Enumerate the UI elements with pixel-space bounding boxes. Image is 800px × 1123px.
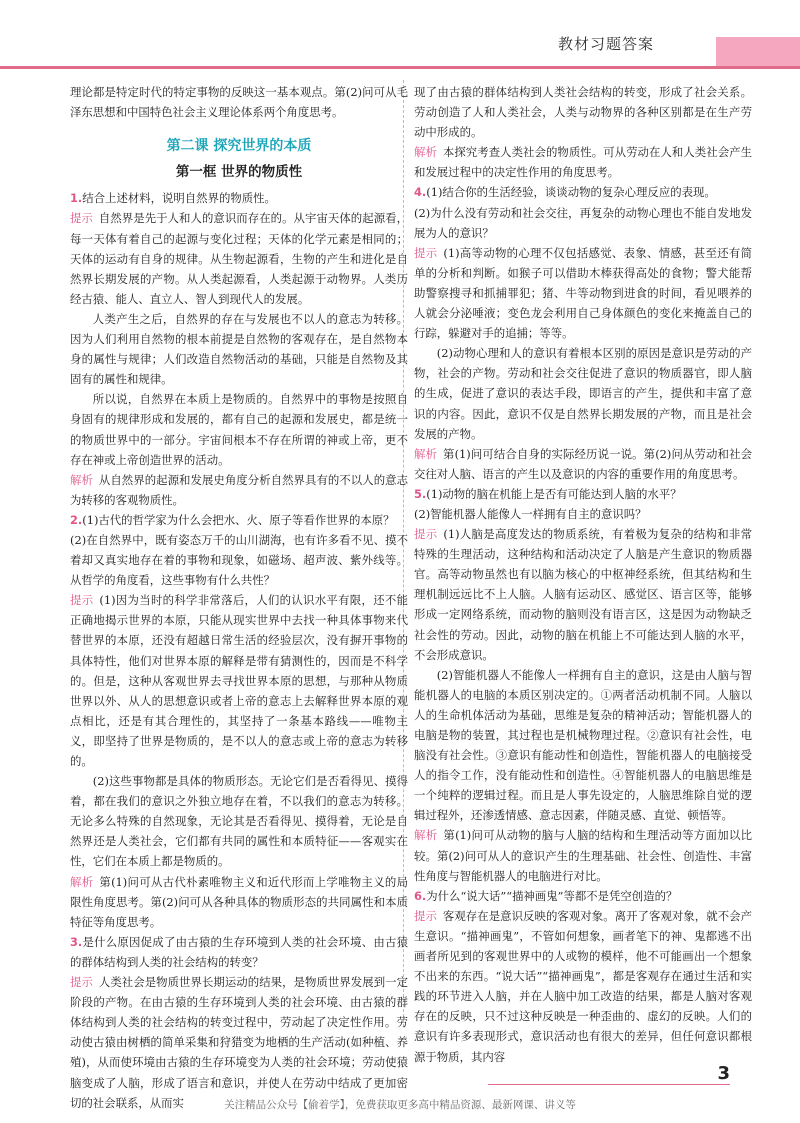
page-number-rule bbox=[488, 1084, 730, 1085]
page-number: 3 bbox=[717, 1063, 730, 1084]
analysis-label: 解析 bbox=[414, 828, 438, 843]
question-3 bbox=[70, 932, 408, 1113]
question-number: 3. bbox=[70, 934, 83, 949]
section-title: 第一框 世界的物质性 bbox=[175, 164, 303, 181]
right-column bbox=[414, 82, 752, 1067]
question-text: (2)在自然界中，既有姿态万千的山川湖海，也有许多看不见、摸不着却又真实地存在着的事物和现象，如磁场、超声波、紫外线等。从哲学的角度看，这些事物有什么共性？ bbox=[70, 532, 408, 588]
answer-paragraph: (1)人脑是高度发达的物质系统，有着极为复杂的结构和非常特殊的生理活动，这种结构和活动决定了人脑是产生意识的物质器官。高等动物虽然也有以脑为核心的中枢神经系统，但其结构和生理机制远远比不上人脑。人脑有运动区、感觉区、语言区等，能够形成一定网络系统，而动物的脑则没有语言区，这是因为动物缺乏社会性的劳动。因此，动物的脑在机能上不可能达到人脑的水平，不会形成意识。 bbox=[414, 527, 752, 662]
question-number: 2. bbox=[70, 512, 83, 527]
answer-paragraph: (1)因为当时的科学非常落后，人们的认识水平有限，还不能正确地揭示世界的本原，只能从现实世界中去找一种具体事物来代替世界的本原，还没有超越日常生活的经验层次，没有摒开事物的具体特性，他们对世界本原的解释是带有猜测性的，因而是不科学的。但是，这种从客观世界去寻找世界本原的思想，与那种从物质世界以外、从人的思想意识或者上帝的意志上去解释世界本原的观点相比，还是有其合理性的，其坚持了一条基本路线——唯物主义，即坚持了世界是物质的，是不以人的意志或上帝的意志为转移的。 bbox=[70, 593, 408, 768]
question-text: (2)智能机器人能像人一样拥有自主的意识吗？ bbox=[414, 506, 647, 521]
question-5 bbox=[414, 484, 752, 886]
question-text: 是什么原因促成了由古猿的生存环境到人类的社会环境、由古猿的群体结构到人类的社会结构的转变？ bbox=[70, 934, 408, 969]
question-number: 1. bbox=[70, 191, 83, 206]
question-1 bbox=[70, 188, 408, 510]
question-number: 5. bbox=[414, 486, 427, 501]
question-text: (1)动物的脑在机能上是否有可能达到人脑的水平？ bbox=[426, 486, 682, 501]
answer-paragraph: (2)这些事物都是具体的物质形态。无论它们是否看得见、摸得着，都在我们的意识之外独立地存在着，不以我们的意志为转移。无论多么特殊的自然现象，无论其是否看得见、摸得着，无论是自然界还是人类社会，它们都有共同的属性和本质特征——客观实在性，它们在本质上都是物质的。 bbox=[70, 774, 408, 869]
analysis-text: 第(1)问可从古代朴素唯物主义和近代形而上学唯物主义的局限性角度思考。第(2)问可从各种具体的物质形态的共同属性和本质特征等角度思考。 bbox=[70, 874, 408, 929]
question-text: (1)古代的哲学家为什么会把水、火、原子等看作世界的本原？ bbox=[82, 512, 395, 527]
answer-paragraph: 人类产生之后，自然界的存在与发展也不以人的意志为转移。因为人们利用自然物的根本前提是自然物的客观存在，是自然物本身的属性与规律；人们改造自然物活动的基础，只能是自然物及其固有的属性和规律。 bbox=[70, 311, 408, 387]
header-tab-decoration bbox=[716, 37, 800, 66]
tip-label: 提示 bbox=[414, 908, 437, 923]
analysis-text: 第(1)问可结合自身的实际经历说一说。第(2)问从劳动和社会交往对人脑、语言的产生以及意识的内容的重要作用的角度思考。 bbox=[414, 446, 752, 481]
analysis-text: 从自然界的起源和发展史角度分析自然界具有的不以人的意志为转移的客观物质性。 bbox=[70, 472, 408, 507]
answer-paragraph: 自然界是先于人和人的意识而存在的。从宇宙天体的起源看，每一天体有着自己的起源与变化过程；天体的化学元素是相同的；天体的运动有自身的规律。从生物起源看，生物的产生和进化是自然界长期发展的产物。从人类起源看，人类起源于动物界。人类历经古猿、能人、直立人、智人到现代人的发展。 bbox=[70, 211, 408, 306]
analysis-label: 解析 bbox=[414, 145, 437, 160]
question-6 bbox=[414, 886, 752, 1067]
answer-paragraph: 人类社会是物质世界长期运动的结果，是物质世界发展到一定阶段的产物。在由古猿的生存环境到人类的社会环境、由古猿的群体结构到人类的社会结构的转变过程中，劳动起了决定性作用。劳动使古猿由树栖的简单采集和狩猎变为地栖的生产活动(如种植、养殖)，从而使环境由古猿的生存环境变为人类的社会环境；劳动使猿脑变成了人脑，形成了语言和意识，并使人在劳动中结成了更加密切的社会联系，从而实 bbox=[70, 975, 408, 1110]
question-text: 为什么“说大话”“描神画鬼”等都不是凭空创造的？ bbox=[426, 888, 678, 903]
question-text: (2)为什么没有劳动和社会交往，再复杂的动物心理也不能自发地发展为人的意识？ bbox=[414, 205, 752, 240]
header-title: 教材习题答案 bbox=[557, 35, 654, 53]
footer-text: 关注精品公众号【偷着学】，免费获取更多高中精品资源、最新网课、讲义等 bbox=[224, 1099, 576, 1111]
intro-paragraph: 理论都是特定时代的特定事物的反映这一基本观点。第(2)问可从毛泽东思想和中国特色社会主义理论体系两个角度思考。 bbox=[70, 85, 408, 120]
analysis-label: 解析 bbox=[414, 446, 438, 461]
lesson-title: 第二课 探究世界的本质 bbox=[166, 138, 312, 155]
answer-paragraph: (2)智能机器人不能像人一样拥有自主的意识，这是由人脑与智能机器人的电脑的本质区别决定的。①两者活动机制不同。人脑以人的生命机体活动为基础，思维是复杂的精神活动；智能机器人的电脑是物的装置，其过程也是机械物理过程。②意识有社会性，电脑没有社会性。③意识有能动性和创造性，智能机器人的电脑接受人的指令工作，没有能动性和创造性。④智能机器人的电脑思维是一个纯粹的逻辑过程。而且是人事先设定的，人脑思维除自觉的逻辑过程外，还渗透情感、意志因素，伴随灵感、直觉、顿悟等。 bbox=[414, 667, 752, 823]
answer-paragraph: 所以说，自然界在本质上是物质的。自然界中的事物是按照自身固有的规律形成和发展的，都有自己的起源和发展史，都是统一的物质世界中的一部分。宇宙间根本不存在所谓的神或上帝，更不存在神或上帝创造世界的活动。 bbox=[70, 392, 408, 467]
tip-label: 提示 bbox=[70, 975, 93, 990]
analysis-label: 解析 bbox=[70, 874, 94, 889]
tip-label: 提示 bbox=[414, 245, 438, 260]
left-column bbox=[70, 82, 408, 1113]
tip-label: 提示 bbox=[414, 527, 438, 542]
tip-label: 提示 bbox=[70, 593, 94, 608]
tip-label: 提示 bbox=[70, 211, 93, 226]
question-text: (1)结合你的生活经验，谈谈动物的复杂心理反应的表现。 bbox=[426, 185, 716, 200]
answer-paragraph: 客观存在是意识反映的客观对象。离开了客观对象，就不会产生意识。“描神画鬼”，不管如何想象，画者笔下的神、鬼都逃不出画者所见到的客观世界中的人或物的模样，他不可能画出一个想象不出来的东西。“说大话”“描神画鬼”，都是客观存在通过生活和实践的环节进入人脑，并在人脑中加工改造的结果，都是人脑对客观存在的反映，只不过这种反映是一种歪曲的、虚幻的反映。人们的意识有许多表现形式，意识活动也有很大的差异，但任何意识都根源于物质，其内容 bbox=[414, 908, 752, 1064]
answer-paragraph: (2)动物心理和人的意识有着根本区别的原因是意识是劳动的产物，社会的产物。劳动和社会交往促进了意识的物质器官，即人脑的生成，促进了意识的表达手段，即语言的产生，提供和丰富了意识的内容。因此，意识不仅是自然界长期发展的产物，而且是社会发展的产物。 bbox=[414, 346, 752, 441]
question-number: 4. bbox=[414, 185, 427, 200]
answer-paragraph: (1)高等动物的心理不仅包括感觉、表象、情感，甚至还有简单的分析和判断。如猴子可以借助木棒获得高处的食物；警犬能帮助警察搜寻和抓捕罪犯；猪、牛等动物到进食的时间，看见喂养的人就会分泌唾液；变色龙会利用自己身体颜色的变化来掩盖自己的行踪，躲避对手的追捕；等等。 bbox=[414, 245, 752, 341]
header-rule bbox=[0, 66, 800, 69]
analysis-text: 第(1)问可从动物的脑与人脑的结构和生理活动等方面加以比较。第(2)问可从人的意识产生的生理基础、社会性、创造性、丰富性角度与智能机器人的电脑进行对比。 bbox=[414, 828, 752, 883]
continued-paragraph: 现了由古猿的群体结构到人类社会结构的转变，形成了社会关系。劳动创造了人和人类社会，人类与动物界的各种区别都是在生产劳动中形成的。 bbox=[414, 85, 752, 140]
analysis-label: 解析 bbox=[70, 472, 93, 487]
question-4 bbox=[414, 182, 752, 483]
analysis-text: 本探究考查人类社会的物质性。可从劳动在人和人类社会产生和发展过程中的决定性作用的角度思考。 bbox=[414, 145, 752, 180]
question-text: 结合上述材料，说明自然界的物质性。 bbox=[82, 191, 276, 206]
question-2 bbox=[70, 510, 408, 932]
question-number: 6. bbox=[414, 888, 427, 903]
